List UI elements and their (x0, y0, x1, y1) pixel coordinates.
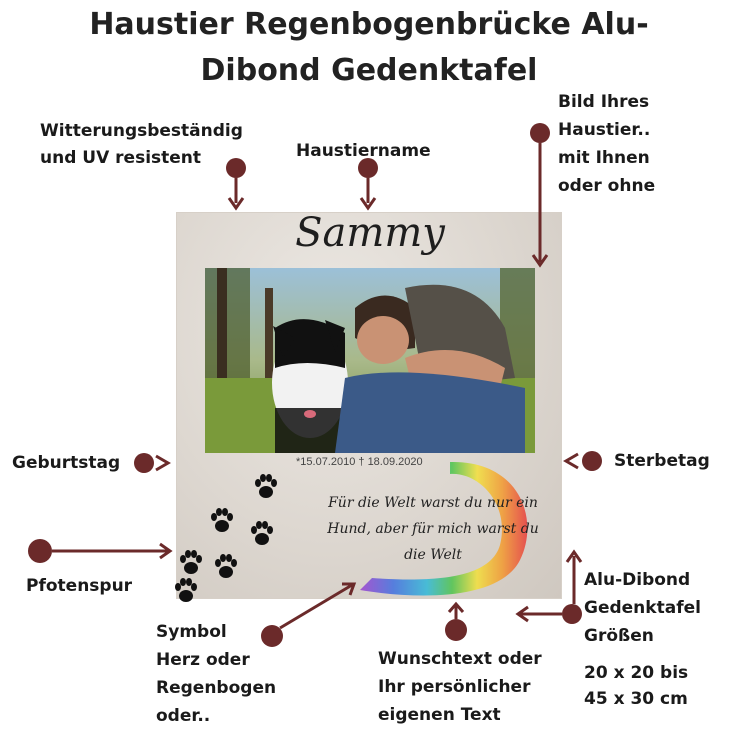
label-line: Alu-Dibond (584, 570, 691, 590)
label-custom-text (378, 645, 542, 729)
quote-line: Hund, aber für mich warst du (327, 521, 539, 537)
label-line: Größen (584, 626, 654, 646)
location-marker-icon (530, 123, 550, 143)
label-line: 20 x 20 bis (584, 663, 689, 683)
label-line: eigenen Text (378, 705, 501, 725)
label-line: und UV resistent (40, 148, 202, 168)
plaque-pet-name: Sammy (295, 210, 445, 256)
label-birthday: Geburtstag (12, 453, 121, 473)
label-weather (40, 118, 243, 172)
label-line: Haustier.. (558, 120, 651, 140)
label-line: Herz oder (156, 650, 250, 670)
label-line: oder ohne (558, 176, 656, 196)
quote-line: die Welt (404, 547, 462, 563)
location-marker-icon (134, 453, 154, 473)
label-line: mit Ihnen (558, 148, 650, 168)
title-line-2: Dibond Gedenktafel (200, 53, 538, 88)
label-line: Wunschtext oder (378, 649, 542, 669)
label-line: Witterungsbeständig (40, 121, 243, 141)
location-marker-icon (582, 451, 602, 471)
title-line-1: Haustier Regenbogenbrücke Alu- (89, 7, 649, 42)
label-sizes (584, 660, 688, 712)
label-line: Gedenktafel (584, 598, 701, 618)
label-pet-name: Haustiername (296, 141, 431, 161)
label-photo (558, 88, 655, 200)
label-line: 45 x 30 cm (584, 689, 688, 709)
label-symbol (156, 618, 276, 730)
label-paw-trail: Pfotenspur (26, 576, 133, 596)
label-line: Regenbogen (156, 678, 277, 698)
label-line: Bild Ihres (558, 92, 650, 112)
location-marker-icon (445, 619, 467, 641)
label-material (584, 566, 701, 650)
location-marker-icon (28, 539, 52, 563)
label-line: Symbol (156, 622, 227, 642)
label-line: oder.. (156, 706, 211, 726)
label-death-day: Sterbetag (614, 451, 710, 471)
quote-line: Für die Welt warst du nur ein (328, 495, 538, 511)
label-line: Ihr persönlicher (378, 677, 531, 697)
location-marker-icon (562, 604, 582, 624)
plaque-dates: *15.07.2010 † 18.09.2020 (296, 456, 423, 468)
